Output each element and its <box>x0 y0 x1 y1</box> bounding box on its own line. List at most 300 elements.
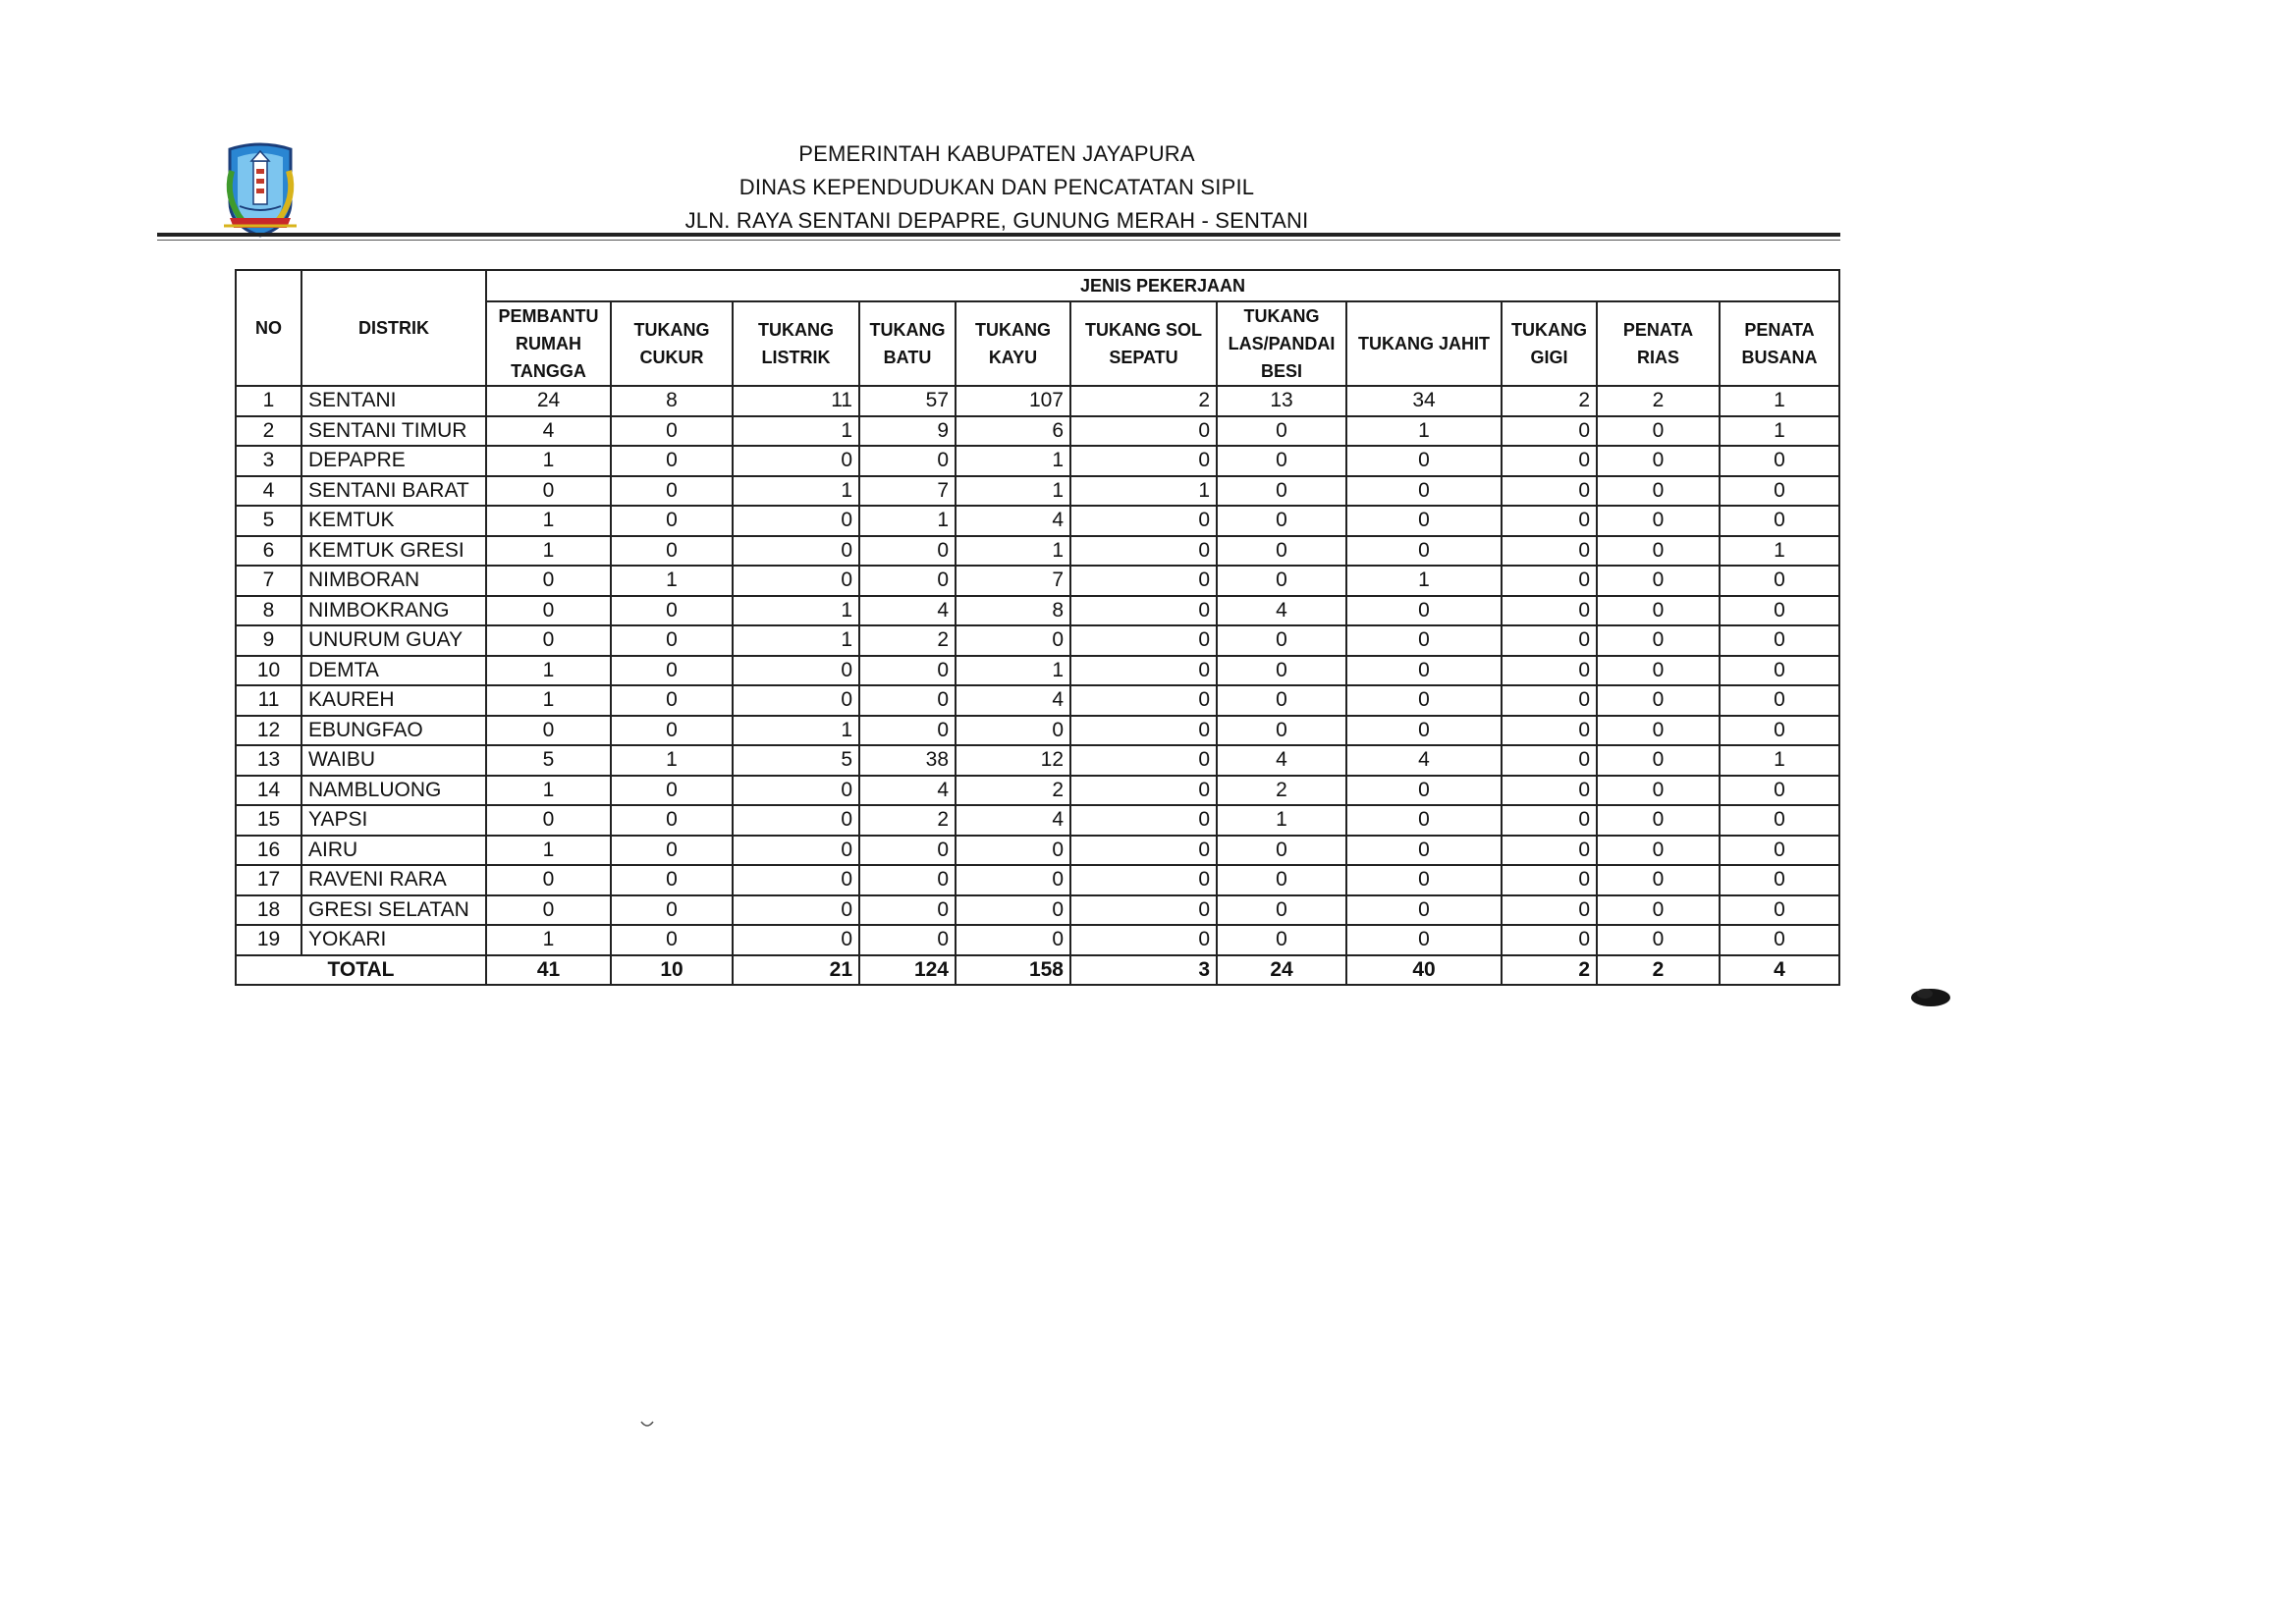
header-job-2: TUKANG LISTRIK <box>733 301 859 386</box>
cell-value: 0 <box>486 476 611 507</box>
cell-value: 0 <box>1346 625 1502 656</box>
cell-value: 0 <box>1217 566 1346 596</box>
cell-value: 0 <box>1597 625 1720 656</box>
cell-value: 7 <box>956 566 1070 596</box>
cell-value: 107 <box>956 386 1070 416</box>
row-distrik: NIMBOKRANG <box>301 596 486 626</box>
header-job-0: PEMBANTU RUMAH TANGGA <box>486 301 611 386</box>
cell-value: 1 <box>486 446 611 476</box>
row-distrik: UNURUM GUAY <box>301 625 486 656</box>
cell-value: 0 <box>1217 685 1346 716</box>
cell-value: 0 <box>611 656 733 686</box>
row-no: 14 <box>236 776 301 806</box>
cell-value: 0 <box>486 566 611 596</box>
row-no: 18 <box>236 895 301 926</box>
row-distrik: KAUREH <box>301 685 486 716</box>
cell-value: 0 <box>1070 625 1217 656</box>
total-value: 2 <box>1502 955 1597 986</box>
total-value: 2 <box>1597 955 1720 986</box>
cell-value: 0 <box>1217 476 1346 507</box>
cell-value: 0 <box>1070 416 1217 447</box>
cell-value: 0 <box>1217 865 1346 895</box>
cell-value: 2 <box>1217 776 1346 806</box>
cell-value: 0 <box>611 865 733 895</box>
table-row <box>236 805 1839 836</box>
cell-value: 0 <box>1597 416 1720 447</box>
table-row <box>236 925 1839 955</box>
table-row <box>236 446 1839 476</box>
cell-value: 0 <box>1070 805 1217 836</box>
cell-value: 0 <box>1597 656 1720 686</box>
table-row <box>236 566 1839 596</box>
cell-value: 11 <box>733 386 859 416</box>
cell-value: 38 <box>859 745 956 776</box>
cell-value: 0 <box>1217 716 1346 746</box>
cell-value: 4 <box>1217 596 1346 626</box>
cell-value: 1 <box>486 506 611 536</box>
cell-value: 0 <box>733 566 859 596</box>
cell-value: 0 <box>1720 836 1839 866</box>
cell-value: 0 <box>1502 745 1597 776</box>
total-value: 40 <box>1346 955 1502 986</box>
cell-value: 1 <box>733 625 859 656</box>
cell-value: 0 <box>1597 836 1720 866</box>
cell-value: 1 <box>1720 386 1839 416</box>
cell-value: 0 <box>1217 656 1346 686</box>
cell-value: 0 <box>1597 895 1720 926</box>
cell-value: 12 <box>956 745 1070 776</box>
cell-value: 0 <box>611 836 733 866</box>
cell-value: 0 <box>486 625 611 656</box>
row-no: 8 <box>236 596 301 626</box>
cell-value: 0 <box>1502 506 1597 536</box>
cell-value: 0 <box>1217 925 1346 955</box>
cell-value: 0 <box>1070 506 1217 536</box>
total-value: 41 <box>486 955 611 986</box>
cell-value: 0 <box>611 536 733 567</box>
cell-value: 0 <box>1217 416 1346 447</box>
table-row <box>236 536 1839 567</box>
cell-value: 4 <box>956 506 1070 536</box>
table-row <box>236 685 1839 716</box>
cell-value: 0 <box>611 506 733 536</box>
cell-value: 1 <box>1070 476 1217 507</box>
cell-value: 0 <box>1217 625 1346 656</box>
cell-value: 2 <box>859 625 956 656</box>
cell-value: 0 <box>956 836 1070 866</box>
row-distrik: EBUNGFAO <box>301 716 486 746</box>
cell-value: 0 <box>611 416 733 447</box>
cell-value: 0 <box>1070 536 1217 567</box>
cell-value: 0 <box>1597 506 1720 536</box>
regency-logo <box>218 141 302 240</box>
cell-value: 0 <box>733 836 859 866</box>
header-jenis-pekerjaan: JENIS PEKERJAAN <box>486 270 1839 301</box>
cell-value: 0 <box>1217 446 1346 476</box>
row-no: 7 <box>236 566 301 596</box>
cell-value: 1 <box>859 506 956 536</box>
row-distrik: DEPAPRE <box>301 446 486 476</box>
table-row <box>236 895 1839 926</box>
letterhead-line-1: PEMERINTAH KABUPATEN JAYAPURA <box>798 141 1195 166</box>
cell-value: 0 <box>611 776 733 806</box>
cell-value: 0 <box>1502 805 1597 836</box>
cell-value: 0 <box>1502 536 1597 567</box>
row-no: 11 <box>236 685 301 716</box>
total-value: 4 <box>1720 955 1839 986</box>
row-distrik: SENTANI BARAT <box>301 476 486 507</box>
cell-value: 0 <box>1597 865 1720 895</box>
row-no: 9 <box>236 625 301 656</box>
cell-value: 0 <box>611 596 733 626</box>
cell-value: 0 <box>1597 685 1720 716</box>
cell-value: 1 <box>956 536 1070 567</box>
cell-value: 1 <box>486 656 611 686</box>
row-distrik: KEMTUK GRESI <box>301 536 486 567</box>
cell-value: 0 <box>1346 895 1502 926</box>
cell-value: 0 <box>1597 925 1720 955</box>
cell-value: 0 <box>733 685 859 716</box>
table-row <box>236 836 1839 866</box>
header-job-4: TUKANG KAYU <box>956 301 1070 386</box>
cell-value: 0 <box>733 506 859 536</box>
cell-value: 0 <box>1502 716 1597 746</box>
cell-value: 0 <box>1070 656 1217 686</box>
cell-value: 0 <box>1502 895 1597 926</box>
cell-value: 0 <box>1597 716 1720 746</box>
letterhead-divider-thin <box>157 240 1840 241</box>
row-no: 17 <box>236 865 301 895</box>
cell-value: 0 <box>859 925 956 955</box>
table-row <box>236 656 1839 686</box>
cell-value: 5 <box>486 745 611 776</box>
total-value: 124 <box>859 955 956 986</box>
cell-value: 4 <box>486 416 611 447</box>
cell-value: 0 <box>1346 776 1502 806</box>
row-no: 19 <box>236 925 301 955</box>
table-row <box>236 776 1839 806</box>
cell-value: 0 <box>1597 566 1720 596</box>
cell-value: 4 <box>859 596 956 626</box>
cell-value: 0 <box>859 716 956 746</box>
cell-value: 1 <box>611 745 733 776</box>
cell-value: 0 <box>1346 506 1502 536</box>
row-no: 16 <box>236 836 301 866</box>
row-no: 5 <box>236 506 301 536</box>
row-distrik: DEMTA <box>301 656 486 686</box>
row-no: 3 <box>236 446 301 476</box>
row-no: 1 <box>236 386 301 416</box>
cell-value: 0 <box>1502 625 1597 656</box>
total-value: 3 <box>1070 955 1217 986</box>
cell-value: 0 <box>956 716 1070 746</box>
row-distrik: SENTANI <box>301 386 486 416</box>
cell-value: 0 <box>1720 566 1839 596</box>
header-job-1: TUKANG CUKUR <box>611 301 733 386</box>
cell-value: 0 <box>1502 656 1597 686</box>
cell-value: 0 <box>733 536 859 567</box>
cell-value: 0 <box>1070 596 1217 626</box>
cell-value: 0 <box>1070 446 1217 476</box>
cell-value: 0 <box>859 836 956 866</box>
cell-value: 0 <box>859 566 956 596</box>
job-type-table <box>235 269 1840 986</box>
total-value: 158 <box>956 955 1070 986</box>
cell-value: 2 <box>1597 386 1720 416</box>
cell-value: 0 <box>1597 476 1720 507</box>
cell-value: 0 <box>611 476 733 507</box>
table-row <box>236 596 1839 626</box>
letterhead-divider <box>157 233 1840 237</box>
cell-value: 0 <box>486 596 611 626</box>
cell-value: 0 <box>1070 685 1217 716</box>
cell-value: 0 <box>1720 776 1839 806</box>
cell-value: 0 <box>956 895 1070 926</box>
row-distrik: NAMBLUONG <box>301 776 486 806</box>
row-distrik: AIRU <box>301 836 486 866</box>
cell-value: 0 <box>1720 685 1839 716</box>
cell-value: 1 <box>1720 745 1839 776</box>
row-distrik: NIMBORAN <box>301 566 486 596</box>
row-no: 4 <box>236 476 301 507</box>
cell-value: 0 <box>1502 596 1597 626</box>
cell-value: 0 <box>1217 506 1346 536</box>
cell-value: 0 <box>1070 925 1217 955</box>
cell-value: 1 <box>733 416 859 447</box>
header-job-9: PENATA RIAS <box>1597 301 1720 386</box>
cell-value: 0 <box>1502 416 1597 447</box>
cell-value: 0 <box>859 536 956 567</box>
header-job-8: TUKANG GIGI <box>1502 301 1597 386</box>
cell-value: 0 <box>956 625 1070 656</box>
header-no: NO <box>236 270 301 386</box>
total-label: TOTAL <box>236 955 486 986</box>
cell-value: 0 <box>1502 566 1597 596</box>
letterhead-line-2: DINAS KEPENDUDUKAN DAN PENCATATAN SIPIL <box>738 175 1255 199</box>
cell-value: 0 <box>1720 805 1839 836</box>
cell-value: 0 <box>733 865 859 895</box>
cell-value: 0 <box>1070 716 1217 746</box>
table-row <box>236 416 1839 447</box>
cell-value: 1 <box>956 476 1070 507</box>
cell-value: 2 <box>1070 386 1217 416</box>
cell-value: 1 <box>956 446 1070 476</box>
cell-value: 0 <box>1070 836 1217 866</box>
cell-value: 0 <box>956 925 1070 955</box>
cell-value: 0 <box>733 656 859 686</box>
cell-value: 0 <box>611 625 733 656</box>
cell-value: 57 <box>859 386 956 416</box>
total-value: 10 <box>611 955 733 986</box>
cell-value: 0 <box>733 895 859 926</box>
cell-value: 0 <box>956 865 1070 895</box>
cell-value: 0 <box>1720 716 1839 746</box>
table-row <box>236 716 1839 746</box>
cell-value: 1 <box>733 596 859 626</box>
cell-value: 0 <box>1502 685 1597 716</box>
cell-value: 0 <box>733 805 859 836</box>
cell-value: 0 <box>859 446 956 476</box>
cell-value: 0 <box>1346 685 1502 716</box>
header-distrik: DISTRIK <box>301 270 486 386</box>
cell-value: 1 <box>956 656 1070 686</box>
table-row <box>236 506 1839 536</box>
cell-value: 4 <box>1346 745 1502 776</box>
cell-value: 2 <box>956 776 1070 806</box>
cell-value: 0 <box>1346 925 1502 955</box>
cell-value: 4 <box>1217 745 1346 776</box>
table-row <box>236 865 1839 895</box>
cell-value: 0 <box>1346 865 1502 895</box>
cell-value: 0 <box>1720 506 1839 536</box>
cell-value: 1 <box>486 536 611 567</box>
cell-value: 0 <box>1720 476 1839 507</box>
cell-value: 0 <box>1597 745 1720 776</box>
table-row <box>236 476 1839 507</box>
cell-value: 4 <box>859 776 956 806</box>
cell-value: 0 <box>611 716 733 746</box>
row-distrik: GRESI SELATAN <box>301 895 486 926</box>
header-job-5: TUKANG SOL SEPATU <box>1070 301 1217 386</box>
cell-value: 0 <box>486 895 611 926</box>
cell-value: 2 <box>859 805 956 836</box>
jayapura-regency-emblem-icon <box>218 141 302 240</box>
cell-value: 0 <box>1502 836 1597 866</box>
cell-value: 0 <box>1346 596 1502 626</box>
cell-value: 0 <box>1720 865 1839 895</box>
cell-value: 5 <box>733 745 859 776</box>
total-value: 24 <box>1217 955 1346 986</box>
cell-value: 1 <box>1720 536 1839 567</box>
cell-value: 4 <box>956 805 1070 836</box>
row-no: 15 <box>236 805 301 836</box>
cell-value: 0 <box>1070 865 1217 895</box>
cell-value: 0 <box>1070 745 1217 776</box>
ink-smudge-mark <box>1909 986 1952 1009</box>
cell-value: 0 <box>1217 836 1346 866</box>
cell-value: 0 <box>486 865 611 895</box>
row-distrik: WAIBU <box>301 745 486 776</box>
cell-value: 8 <box>611 386 733 416</box>
cell-value: 0 <box>1070 566 1217 596</box>
cell-value: 0 <box>1720 656 1839 686</box>
cell-value: 0 <box>1346 446 1502 476</box>
cell-value: 0 <box>1597 446 1720 476</box>
row-distrik: KEMTUK <box>301 506 486 536</box>
row-no: 10 <box>236 656 301 686</box>
cell-value: 0 <box>1346 656 1502 686</box>
row-no: 12 <box>236 716 301 746</box>
cell-value: 0 <box>1346 836 1502 866</box>
cell-value: 0 <box>1720 446 1839 476</box>
cell-value: 0 <box>859 895 956 926</box>
header-job-10: PENATA BUSANA <box>1720 301 1839 386</box>
cell-value: 0 <box>1346 716 1502 746</box>
cell-value: 0 <box>1346 536 1502 567</box>
cell-value: 0 <box>1502 476 1597 507</box>
total-value: 21 <box>733 955 859 986</box>
cell-value: 0 <box>1720 625 1839 656</box>
cell-value: 0 <box>1070 895 1217 926</box>
cell-value: 0 <box>1346 476 1502 507</box>
cell-value: 7 <box>859 476 956 507</box>
cell-value: 0 <box>1597 805 1720 836</box>
cell-value: 1 <box>733 476 859 507</box>
cell-value: 0 <box>1597 776 1720 806</box>
letterhead-line-3: JLN. RAYA SENTANI DEPAPRE, GUNUNG MERAH - SENTANI <box>684 208 1309 233</box>
cell-value: 0 <box>1597 536 1720 567</box>
cell-value: 0 <box>486 805 611 836</box>
cell-value: 1 <box>611 566 733 596</box>
cell-value: 1 <box>1346 416 1502 447</box>
cell-value: 0 <box>611 685 733 716</box>
total-row <box>236 955 1839 986</box>
row-no: 2 <box>236 416 301 447</box>
cell-value: 24 <box>486 386 611 416</box>
pen-tick-mark <box>640 1420 654 1430</box>
cell-value: 1 <box>486 836 611 866</box>
cell-value: 0 <box>1720 925 1839 955</box>
cell-value: 9 <box>859 416 956 447</box>
header-job-6: TUKANG LAS/PANDAI BESI <box>1217 301 1346 386</box>
row-distrik: SENTANI TIMUR <box>301 416 486 447</box>
cell-value: 0 <box>486 716 611 746</box>
row-no: 13 <box>236 745 301 776</box>
cell-value: 4 <box>956 685 1070 716</box>
cell-value: 1 <box>1217 805 1346 836</box>
row-distrik: RAVENI RARA <box>301 865 486 895</box>
cell-value: 0 <box>1502 925 1597 955</box>
cell-value: 1 <box>1346 566 1502 596</box>
cell-value: 0 <box>1070 776 1217 806</box>
cell-value: 1 <box>733 716 859 746</box>
cell-value: 0 <box>611 895 733 926</box>
cell-value: 1 <box>486 925 611 955</box>
cell-value: 0 <box>859 656 956 686</box>
cell-value: 1 <box>486 776 611 806</box>
cell-value: 0 <box>1502 446 1597 476</box>
row-distrik: YAPSI <box>301 805 486 836</box>
cell-value: 2 <box>1502 386 1597 416</box>
cell-value: 1 <box>486 685 611 716</box>
cell-value: 0 <box>733 925 859 955</box>
cell-value: 0 <box>611 446 733 476</box>
cell-value: 0 <box>733 776 859 806</box>
cell-value: 0 <box>1502 776 1597 806</box>
cell-value: 0 <box>1597 596 1720 626</box>
cell-value: 0 <box>611 805 733 836</box>
cell-value: 8 <box>956 596 1070 626</box>
cell-value: 0 <box>1217 536 1346 567</box>
table-row <box>236 745 1839 776</box>
cell-value: 34 <box>1346 386 1502 416</box>
cell-value: 0 <box>1720 895 1839 926</box>
letterhead <box>491 137 1503 238</box>
cell-value: 0 <box>733 446 859 476</box>
header-job-7: TUKANG JAHIT <box>1346 301 1502 386</box>
cell-value: 0 <box>1346 805 1502 836</box>
header-job-3: TUKANG BATU <box>859 301 956 386</box>
cell-value: 0 <box>1217 895 1346 926</box>
cell-value: 0 <box>611 925 733 955</box>
table-row <box>236 625 1839 656</box>
cell-value: 0 <box>1720 596 1839 626</box>
cell-value: 0 <box>859 865 956 895</box>
cell-value: 0 <box>859 685 956 716</box>
row-distrik: YOKARI <box>301 925 486 955</box>
cell-value: 0 <box>1502 865 1597 895</box>
cell-value: 1 <box>1720 416 1839 447</box>
